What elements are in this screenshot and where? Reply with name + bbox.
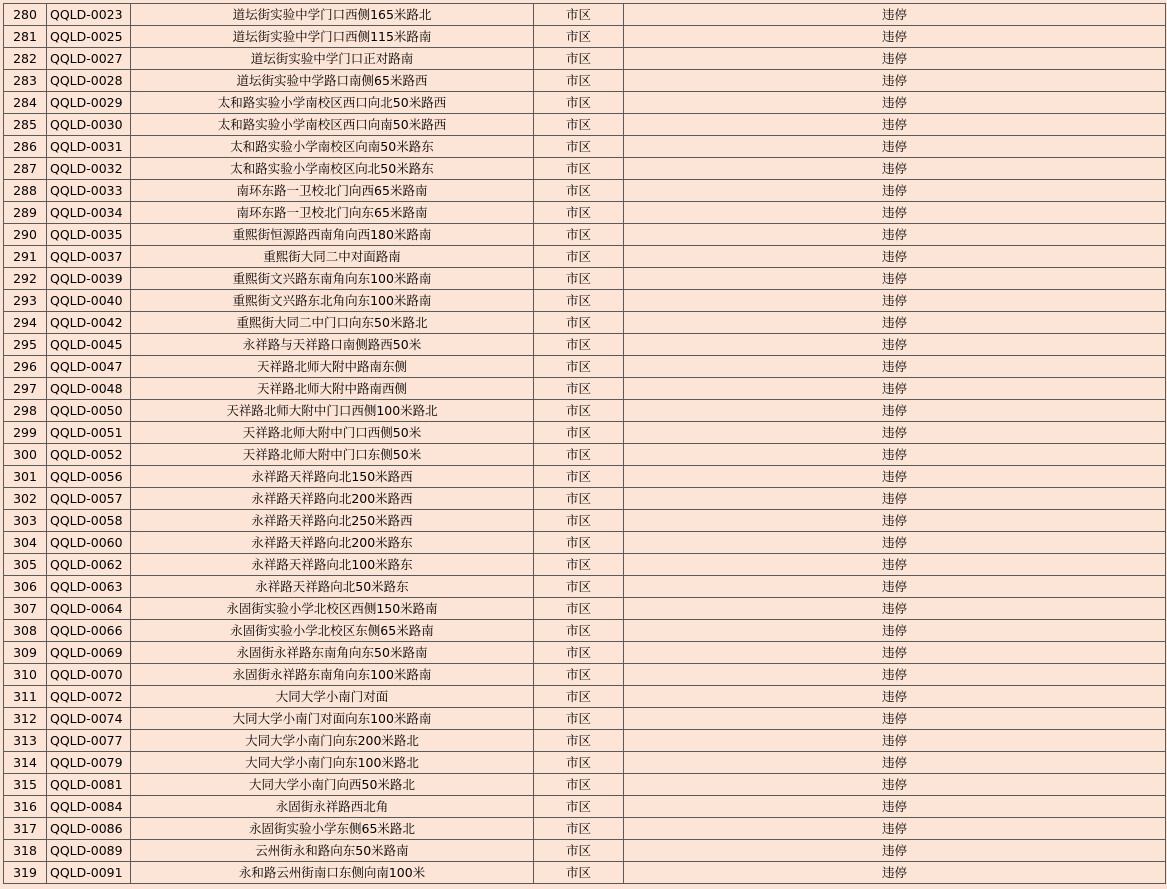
location-cell: 道坛街实验中学门口正对路南	[131, 48, 534, 70]
table-row	[4, 378, 1166, 400]
violation-type-cell: 违停	[624, 620, 1166, 642]
location-cell: 永祥路与天祥路口南侧路西50米	[131, 334, 534, 356]
row-index-cell: 300	[4, 444, 47, 466]
table-row	[4, 268, 1166, 290]
violation-type-cell: 违停	[624, 224, 1166, 246]
district-cell: 市区	[534, 620, 624, 642]
code-cell: QQLD-0034	[47, 202, 131, 224]
row-index-cell: 315	[4, 774, 47, 796]
row-index-cell: 307	[4, 598, 47, 620]
violation-type-cell: 违停	[624, 664, 1166, 686]
location-cell: 永固街实验小学东侧65米路北	[131, 818, 534, 840]
row-index-cell: 297	[4, 378, 47, 400]
district-cell: 市区	[534, 202, 624, 224]
district-cell: 市区	[534, 840, 624, 862]
code-cell: QQLD-0047	[47, 356, 131, 378]
district-cell: 市区	[534, 290, 624, 312]
table-row	[4, 92, 1166, 114]
district-cell: 市区	[534, 510, 624, 532]
table-row	[4, 400, 1166, 422]
violation-type-cell: 违停	[624, 136, 1166, 158]
location-cell: 永祥路天祥路向北100米路东	[131, 554, 534, 576]
row-index-cell: 290	[4, 224, 47, 246]
violation-type-cell: 违停	[624, 510, 1166, 532]
violation-type-cell: 违停	[624, 202, 1166, 224]
table-row	[4, 202, 1166, 224]
violation-type-cell: 违停	[624, 246, 1166, 268]
location-cell: 重熙街文兴路东南角向东100米路南	[131, 268, 534, 290]
table-row	[4, 708, 1166, 730]
violation-type-cell: 违停	[624, 554, 1166, 576]
district-cell: 市区	[534, 180, 624, 202]
violation-type-cell: 违停	[624, 268, 1166, 290]
district-cell: 市区	[534, 378, 624, 400]
district-cell: 市区	[534, 576, 624, 598]
location-cell: 太和路实验小学南校区西口向南50米路西	[131, 114, 534, 136]
location-cell: 重熙街恒源路西南角向西180米路南	[131, 224, 534, 246]
location-cell: 永祥路天祥路向北200米路东	[131, 532, 534, 554]
district-cell: 市区	[534, 554, 624, 576]
table-row	[4, 224, 1166, 246]
code-cell: QQLD-0070	[47, 664, 131, 686]
code-cell: QQLD-0084	[47, 796, 131, 818]
location-cell: 天祥路北师大附中门口东侧50米	[131, 444, 534, 466]
violation-type-cell: 违停	[624, 158, 1166, 180]
row-index-cell: 303	[4, 510, 47, 532]
code-cell: QQLD-0028	[47, 70, 131, 92]
location-cell: 南环东路一卫校北门向东65米路南	[131, 202, 534, 224]
row-index-cell: 283	[4, 70, 47, 92]
row-index-cell: 304	[4, 532, 47, 554]
table-row	[4, 642, 1166, 664]
code-cell: QQLD-0039	[47, 268, 131, 290]
district-cell: 市区	[534, 752, 624, 774]
code-cell: QQLD-0050	[47, 400, 131, 422]
district-cell: 市区	[534, 488, 624, 510]
violation-type-cell: 违停	[624, 114, 1166, 136]
row-index-cell: 319	[4, 862, 47, 884]
code-cell: QQLD-0079	[47, 752, 131, 774]
location-cell: 重熙街大同二中门口向东50米路北	[131, 312, 534, 334]
location-cell: 道坛街实验中学门口西侧165米路北	[131, 4, 534, 26]
violation-type-cell: 违停	[624, 686, 1166, 708]
location-cell: 太和路实验小学南校区向南50米路东	[131, 136, 534, 158]
row-index-cell: 305	[4, 554, 47, 576]
violation-type-cell: 违停	[624, 466, 1166, 488]
district-cell: 市区	[534, 532, 624, 554]
location-cell: 太和路实验小学南校区西口向北50米路西	[131, 92, 534, 114]
code-cell: QQLD-0032	[47, 158, 131, 180]
location-cell: 永固街实验小学北校区东侧65米路南	[131, 620, 534, 642]
table-row	[4, 48, 1166, 70]
code-cell: QQLD-0031	[47, 136, 131, 158]
violation-type-cell: 违停	[624, 92, 1166, 114]
violation-type-cell: 违停	[624, 180, 1166, 202]
district-cell: 市区	[534, 92, 624, 114]
table-row	[4, 422, 1166, 444]
code-cell: QQLD-0023	[47, 4, 131, 26]
violation-type-cell: 违停	[624, 576, 1166, 598]
violation-type-cell: 违停	[624, 422, 1166, 444]
row-index-cell: 296	[4, 356, 47, 378]
district-cell: 市区	[534, 114, 624, 136]
table-row	[4, 576, 1166, 598]
district-cell: 市区	[534, 70, 624, 92]
district-cell: 市区	[534, 642, 624, 664]
table-row	[4, 312, 1166, 334]
violation-type-cell: 违停	[624, 818, 1166, 840]
location-cell: 天祥路北师大附中路南东侧	[131, 356, 534, 378]
location-cell: 大同大学小南门向西50米路北	[131, 774, 534, 796]
violation-type-cell: 违停	[624, 334, 1166, 356]
violation-type-cell: 违停	[624, 48, 1166, 70]
violation-type-cell: 违停	[624, 4, 1166, 26]
district-cell: 市区	[534, 664, 624, 686]
table-row	[4, 818, 1166, 840]
row-index-cell: 293	[4, 290, 47, 312]
location-cell: 永固街永祥路东南角向东50米路南	[131, 642, 534, 664]
code-cell: QQLD-0057	[47, 488, 131, 510]
code-cell: QQLD-0025	[47, 26, 131, 48]
table-row	[4, 510, 1166, 532]
row-index-cell: 281	[4, 26, 47, 48]
violation-type-cell: 违停	[624, 598, 1166, 620]
code-cell: QQLD-0089	[47, 840, 131, 862]
location-cell: 重熙街文兴路东北角向东100米路南	[131, 290, 534, 312]
row-index-cell: 318	[4, 840, 47, 862]
violation-type-cell: 违停	[624, 444, 1166, 466]
district-cell: 市区	[534, 708, 624, 730]
row-index-cell: 311	[4, 686, 47, 708]
row-index-cell: 309	[4, 642, 47, 664]
district-cell: 市区	[534, 26, 624, 48]
table-row	[4, 664, 1166, 686]
table-row	[4, 532, 1166, 554]
location-cell: 云州街永和路向东50米路南	[131, 840, 534, 862]
table-row	[4, 752, 1166, 774]
row-index-cell: 310	[4, 664, 47, 686]
violation-type-cell: 违停	[624, 774, 1166, 796]
violation-type-cell: 违停	[624, 708, 1166, 730]
location-cell: 道坛街实验中学门口西侧115米路南	[131, 26, 534, 48]
location-cell: 永祥路天祥路向北50米路东	[131, 576, 534, 598]
code-cell: QQLD-0077	[47, 730, 131, 752]
violation-type-cell: 违停	[624, 290, 1166, 312]
district-cell: 市区	[534, 246, 624, 268]
location-cell: 永固街实验小学北校区西侧150米路南	[131, 598, 534, 620]
district-cell: 市区	[534, 356, 624, 378]
code-cell: QQLD-0040	[47, 290, 131, 312]
violation-type-cell: 违停	[624, 796, 1166, 818]
code-cell: QQLD-0091	[47, 862, 131, 884]
code-cell: QQLD-0037	[47, 246, 131, 268]
table-row	[4, 840, 1166, 862]
row-index-cell: 285	[4, 114, 47, 136]
table-row	[4, 70, 1166, 92]
row-index-cell: 289	[4, 202, 47, 224]
row-index-cell: 292	[4, 268, 47, 290]
district-cell: 市区	[534, 158, 624, 180]
data-table	[3, 3, 1166, 884]
district-cell: 市区	[534, 334, 624, 356]
violation-type-cell: 违停	[624, 26, 1166, 48]
location-cell: 永固街永祥路西北角	[131, 796, 534, 818]
code-cell: QQLD-0064	[47, 598, 131, 620]
code-cell: QQLD-0033	[47, 180, 131, 202]
row-index-cell: 313	[4, 730, 47, 752]
location-cell: 天祥路北师大附中门口西侧100米路北	[131, 400, 534, 422]
row-index-cell: 286	[4, 136, 47, 158]
table-row	[4, 180, 1166, 202]
code-cell: QQLD-0042	[47, 312, 131, 334]
table-row	[4, 334, 1166, 356]
table-row	[4, 620, 1166, 642]
location-cell: 天祥路北师大附中门口西侧50米	[131, 422, 534, 444]
code-cell: QQLD-0063	[47, 576, 131, 598]
row-index-cell: 317	[4, 818, 47, 840]
code-cell: QQLD-0081	[47, 774, 131, 796]
table-row	[4, 444, 1166, 466]
district-cell: 市区	[534, 422, 624, 444]
code-cell: QQLD-0035	[47, 224, 131, 246]
row-index-cell: 291	[4, 246, 47, 268]
code-cell: QQLD-0062	[47, 554, 131, 576]
location-cell: 永祥路天祥路向北150米路西	[131, 466, 534, 488]
row-index-cell: 301	[4, 466, 47, 488]
table-row	[4, 488, 1166, 510]
location-cell: 道坛街实验中学路口南侧65米路西	[131, 70, 534, 92]
code-cell: QQLD-0051	[47, 422, 131, 444]
code-cell: QQLD-0058	[47, 510, 131, 532]
district-cell: 市区	[534, 686, 624, 708]
location-cell: 大同大学小南门向东200米路北	[131, 730, 534, 752]
table-row	[4, 246, 1166, 268]
code-cell: QQLD-0027	[47, 48, 131, 70]
code-cell: QQLD-0060	[47, 532, 131, 554]
violation-type-cell: 违停	[624, 356, 1166, 378]
row-index-cell: 316	[4, 796, 47, 818]
row-index-cell: 308	[4, 620, 47, 642]
district-cell: 市区	[534, 796, 624, 818]
violation-type-cell: 违停	[624, 400, 1166, 422]
row-index-cell: 280	[4, 4, 47, 26]
code-cell: QQLD-0030	[47, 114, 131, 136]
violation-type-cell: 违停	[624, 862, 1166, 884]
district-cell: 市区	[534, 268, 624, 290]
table-row	[4, 796, 1166, 818]
code-cell: QQLD-0086	[47, 818, 131, 840]
location-cell: 永和路云州街南口东侧向南100米	[131, 862, 534, 884]
location-cell: 南环东路一卫校北门向西65米路南	[131, 180, 534, 202]
violation-type-cell: 违停	[624, 488, 1166, 510]
district-cell: 市区	[534, 862, 624, 884]
code-cell: QQLD-0045	[47, 334, 131, 356]
row-index-cell: 299	[4, 422, 47, 444]
table-row	[4, 774, 1166, 796]
table-row	[4, 290, 1166, 312]
table-row	[4, 598, 1166, 620]
location-cell: 天祥路北师大附中路南西侧	[131, 378, 534, 400]
row-index-cell: 295	[4, 334, 47, 356]
row-index-cell: 306	[4, 576, 47, 598]
code-cell: QQLD-0048	[47, 378, 131, 400]
code-cell: QQLD-0074	[47, 708, 131, 730]
district-cell: 市区	[534, 48, 624, 70]
table-row	[4, 730, 1166, 752]
district-cell: 市区	[534, 774, 624, 796]
row-index-cell: 287	[4, 158, 47, 180]
row-index-cell: 284	[4, 92, 47, 114]
district-cell: 市区	[534, 444, 624, 466]
location-cell: 大同大学小南门向东100米路北	[131, 752, 534, 774]
code-cell: QQLD-0029	[47, 92, 131, 114]
table-row	[4, 356, 1166, 378]
district-cell: 市区	[534, 136, 624, 158]
row-index-cell: 302	[4, 488, 47, 510]
violation-type-cell: 违停	[624, 840, 1166, 862]
district-cell: 市区	[534, 4, 624, 26]
table-row	[4, 466, 1166, 488]
violation-type-cell: 违停	[624, 70, 1166, 92]
location-cell: 大同大学小南门对面	[131, 686, 534, 708]
location-cell: 永祥路天祥路向北250米路西	[131, 510, 534, 532]
row-index-cell: 314	[4, 752, 47, 774]
table-body	[4, 4, 1166, 884]
row-index-cell: 312	[4, 708, 47, 730]
row-index-cell: 298	[4, 400, 47, 422]
code-cell: QQLD-0066	[47, 620, 131, 642]
district-cell: 市区	[534, 466, 624, 488]
code-cell: QQLD-0072	[47, 686, 131, 708]
location-cell: 永祥路天祥路向北200米路西	[131, 488, 534, 510]
violation-type-cell: 违停	[624, 532, 1166, 554]
row-index-cell: 282	[4, 48, 47, 70]
violation-type-cell: 违停	[624, 752, 1166, 774]
district-cell: 市区	[534, 312, 624, 334]
table-row	[4, 114, 1166, 136]
table-row	[4, 554, 1166, 576]
table-row	[4, 686, 1166, 708]
violation-type-cell: 违停	[624, 730, 1166, 752]
violation-type-cell: 违停	[624, 378, 1166, 400]
table-row	[4, 26, 1166, 48]
table-row	[4, 4, 1166, 26]
violation-type-cell: 违停	[624, 642, 1166, 664]
violation-type-cell: 违停	[624, 312, 1166, 334]
location-cell: 太和路实验小学南校区向北50米路东	[131, 158, 534, 180]
location-cell: 大同大学小南门对面向东100米路南	[131, 708, 534, 730]
district-cell: 市区	[534, 598, 624, 620]
table-row	[4, 862, 1166, 884]
location-cell: 重熙街大同二中对面路南	[131, 246, 534, 268]
district-cell: 市区	[534, 224, 624, 246]
row-index-cell: 288	[4, 180, 47, 202]
code-cell: QQLD-0069	[47, 642, 131, 664]
row-index-cell: 294	[4, 312, 47, 334]
table-row	[4, 158, 1166, 180]
table-row	[4, 136, 1166, 158]
district-cell: 市区	[534, 730, 624, 752]
district-cell: 市区	[534, 400, 624, 422]
code-cell: QQLD-0052	[47, 444, 131, 466]
location-cell: 永固街永祥路东南角向东100米路南	[131, 664, 534, 686]
code-cell: QQLD-0056	[47, 466, 131, 488]
district-cell: 市区	[534, 818, 624, 840]
